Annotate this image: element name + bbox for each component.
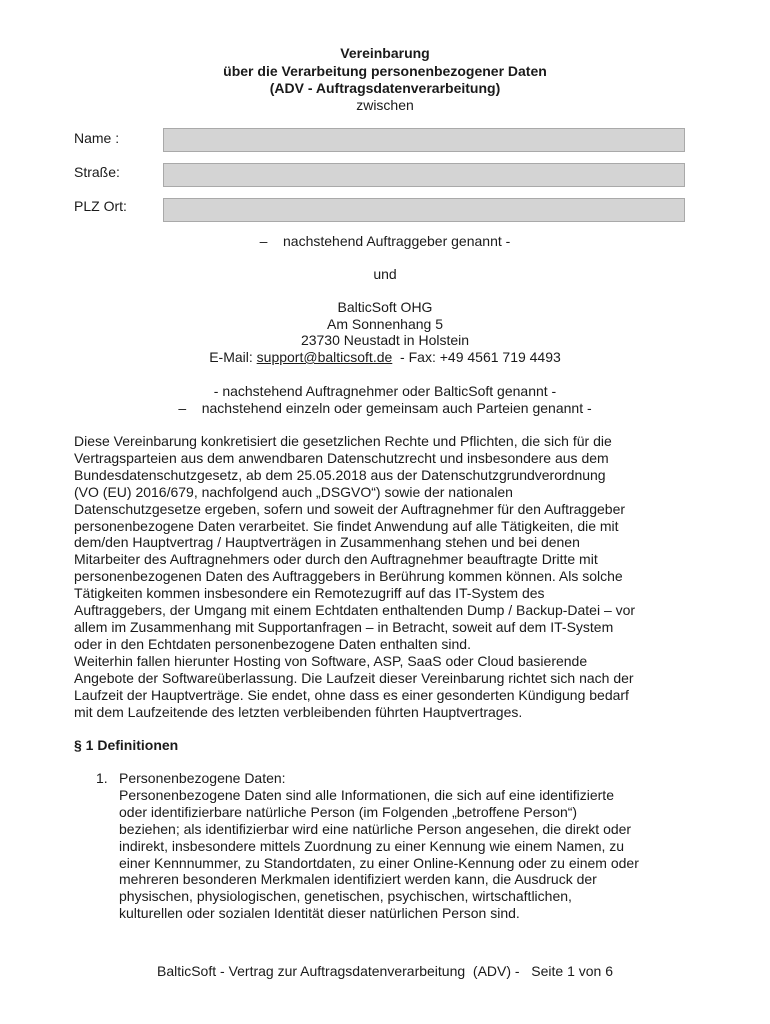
email-link[interactable]: support@balticsoft.de — [256, 349, 393, 365]
definition-line: Personenbezogene Daten sind alle Informationen, die sich auf eine identifizierte — [119, 786, 614, 803]
definition-body — [119, 770, 639, 922]
intro-line: (VO (EU) 2016/679, nachfolgend auch „DSGVO“) sowie der nationalen — [74, 483, 513, 500]
title-line-3: (ADV - Auftragsdatenverarbeitung) — [269, 80, 501, 96]
contractor-street: Am Sonnenhang 5 — [327, 316, 443, 332]
intro-line: dem/den Hauptvertrag / Hauptverträgen in Zusammenhang stehen und bei denen — [74, 534, 580, 551]
intro-line: Angebote der Softwareüberlassung. Die Laufzeit dieser Vereinbarung richtet sich nach der — [74, 669, 634, 686]
definition-line: oder identifizierbare natürliche Person (im Folgenden „betroffene Person“) — [119, 803, 578, 820]
section-1-heading: § 1 Definitionen — [74, 737, 179, 753]
definition-line: einer Kennnummer, zu Standortdaten, zu einer Online-Kennung oder zu einem oder — [119, 854, 639, 871]
definition-line: indirekt, insbesondere mittels Zuordnung zu einer Kennung wie einem Namen, zu — [119, 837, 625, 854]
definition-line: physischen, physiologischen, genetischen, psychischen, wirtschaftlichen, — [119, 888, 572, 905]
intro-line: personenbezogenen Daten des Auftraggebers in Berührung kommen können. Als solche — [74, 568, 623, 585]
contractor-name: BalticSoft OHG — [337, 299, 433, 315]
city-label: PLZ Ort: — [74, 198, 127, 214]
contractor-note: - nachstehend Auftragnehmer oder BalticSoft genannt - — [213, 383, 557, 399]
name-field[interactable] — [163, 128, 685, 152]
intro-line: allem im Zusammenhang mit Supportanfragen – in Betracht, soweit auf dem IT-System — [74, 618, 614, 635]
intro-line: mit dem Laufzeitende des letzten verbleibenden führten Hauptvertrages. — [74, 703, 523, 720]
intro-line: Diese Vereinbarung konkretisiert die gesetzlichen Rechte und Pflichten, die sich für die — [74, 433, 612, 449]
between-text: zwischen — [356, 97, 414, 113]
definition-line: Personenbezogene Daten: — [119, 770, 286, 786]
intro-line: personenbezogene Daten verarbeitet. Sie findet Anwendung auf alle Tätigkeiten, die mit — [74, 517, 619, 534]
intro-line: Vertragsparteien aus dem anwendbaren Datenschutzrecht und insbesondere aus dem — [74, 449, 609, 466]
city-field[interactable] — [163, 198, 685, 222]
intro-line: Laufzeit der Hauptverträge. Sie endet, ohne dass es einer gesonderten Kündigung bedarf — [74, 686, 629, 703]
street-field[interactable] — [163, 163, 685, 187]
contractor-contact — [0, 349, 770, 366]
client-note: – nachstehend Auftraggeber genannt - — [259, 233, 511, 249]
street-label: Straße: — [74, 164, 120, 180]
title-line-2: über die Verarbeitung personenbezogener Daten — [223, 63, 547, 79]
intro-line: Auftraggebers, der Umgang mit einem Echtdaten enthaltenden Dump / Backup-Datei – vor — [74, 602, 636, 619]
email-prefix: E-Mail: — [209, 349, 257, 365]
intro-line: Datenschutzgesetze ergeben, sofern und soweit der Auftragnehmer für den Auftraggeber — [74, 500, 626, 517]
contractor-city: 23730 Neustadt in Holstein — [300, 332, 470, 348]
parties-note: – nachstehend einzeln oder gemeinsam auch Parteien genannt - — [178, 400, 592, 416]
page-footer: BalticSoft - Vertrag zur Auftragsdatenverarbeitung (ADV) - Seite 1 von 6 — [156, 963, 613, 979]
list-number: 1. — [96, 770, 108, 786]
intro-line: oder in den Echtdaten personenbezogene Daten enthalten sind. — [74, 635, 471, 652]
and-text: und — [373, 266, 397, 282]
fax-text: - Fax: +49 4561 719 4493 — [392, 349, 561, 365]
name-label: Name : — [74, 130, 120, 146]
title-line-1: Vereinbarung — [340, 45, 430, 61]
intro-line: Bundesdatenschutzgesetz, ab dem 25.05.2018 aus der Datenschutzgrundverordnung — [74, 466, 606, 483]
intro-line: Tätigkeiten kommen insbesondere ein Remotezugriff auf das IT-System des — [74, 585, 545, 602]
definition-line: beziehen; als identifizierbar wird eine natürliche Person angesehen, die direkt oder — [119, 820, 632, 837]
intro-paragraph — [74, 433, 704, 720]
definition-line: kulturellen oder sozialen Identität dieser natürlichen Person sind. — [119, 905, 520, 922]
intro-line: Weiterhin fallen hierunter Hosting von Software, ASP, SaaS oder Cloud basierende — [74, 652, 588, 669]
definition-line: mehreren besonderen Merkmalen identifiziert werden kann, die Ausdruck der — [119, 871, 597, 888]
intro-line: Mitarbeiter des Auftragnehmers oder durch den Auftragnehmer beauftragte Dritte mit — [74, 551, 598, 568]
